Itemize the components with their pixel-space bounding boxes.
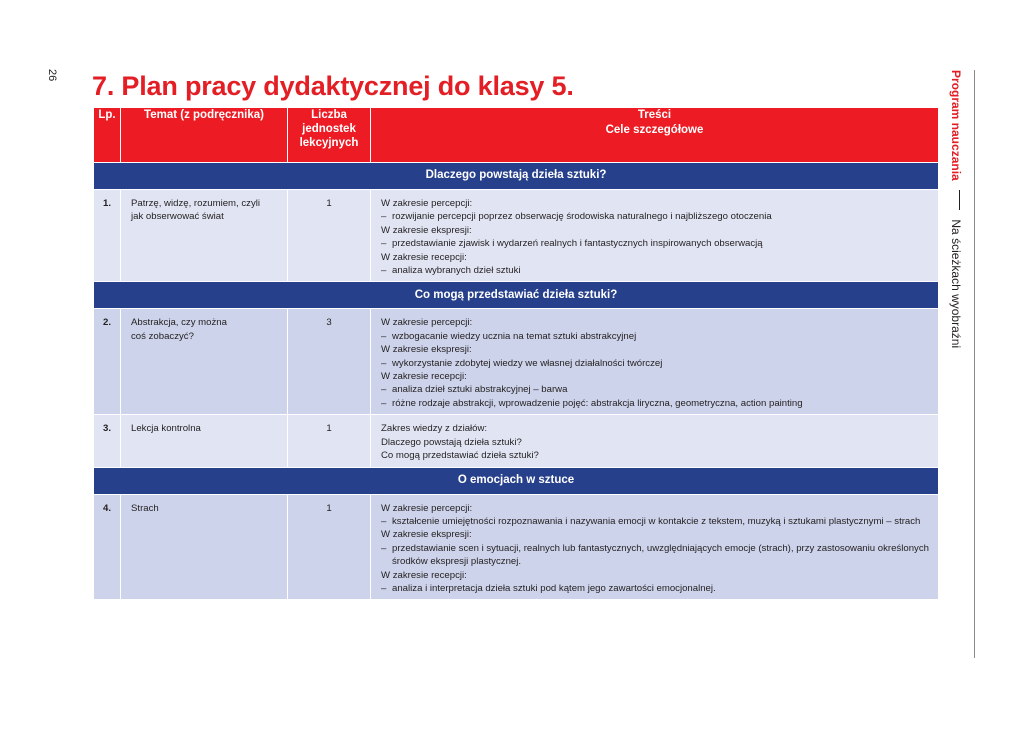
- header-liczba-line: lekcyjnych: [299, 137, 359, 149]
- cell-content: [371, 190, 939, 282]
- cell-units: 1: [288, 415, 371, 467]
- content-line: Dlaczego powstają dzieła sztuki?: [381, 436, 522, 448]
- cell-lp: 2.: [94, 309, 121, 415]
- content-bullet: – wzbogacanie wiedzy ucznia na temat sztuki abstrakcyjnej: [381, 330, 930, 343]
- cell-content: [371, 494, 939, 600]
- cell-units: 1: [288, 494, 371, 600]
- cell-units: 1: [288, 190, 371, 282]
- header-liczba-line: jednostek: [302, 123, 356, 135]
- cell-topic: [121, 309, 288, 415]
- topic-line: Lekcja kontrolna: [131, 423, 201, 435]
- page-number: 26: [46, 69, 58, 82]
- section-row: [94, 282, 939, 309]
- page-title: 7. Plan pracy dydaktycznej do klasy 5.: [92, 71, 574, 101]
- header-temat: Temat (z podręcznika): [121, 108, 288, 163]
- section-row: [94, 163, 939, 190]
- topic-line: Strach: [131, 502, 159, 514]
- side-running-header: [949, 70, 963, 348]
- cell-lp: 4.: [94, 494, 121, 600]
- header-lp: Lp.: [94, 108, 121, 163]
- content-line: Co mogą przedstawiać dzieła sztuki?: [381, 450, 539, 462]
- cell-units: 3: [288, 309, 371, 415]
- content-bullet: – analiza i interpretacja dzieła sztuki pod kątem jego zawartości emocjonalnej.: [381, 582, 930, 595]
- table-row: [94, 494, 939, 600]
- topic-line: Abstrakcja, czy można: [131, 317, 227, 329]
- cell-lp: 1.: [94, 190, 121, 282]
- side-divider: [974, 70, 975, 658]
- content-bullet: – wykorzystanie zdobytej wiedzy we własnej działalności twórczej: [381, 357, 930, 370]
- cell-content: [371, 309, 939, 415]
- header-tresci-line: Treści: [637, 109, 672, 121]
- content-line: W zakresie percepcji:: [381, 198, 473, 209]
- content-bullet: – kształcenie umiejętności rozpoznawania i nazywania emocji w kontakcie z tekstem, muzyką i sztukami plastycznymi – strach: [381, 515, 930, 528]
- section-heading: Dlaczego powstają dzieła sztuki?: [94, 163, 939, 190]
- topic-line: jak obserwować świat: [131, 211, 224, 223]
- header-liczba-line: Liczba: [311, 109, 347, 121]
- content-line: W zakresie ekspresji:: [381, 344, 472, 356]
- content-line: W zakresie percepcji:: [381, 317, 473, 329]
- content-line: W zakresie percepcji:: [381, 502, 473, 514]
- content-line: W zakresie ekspresji:: [381, 224, 472, 236]
- table-row: [94, 309, 939, 415]
- content-bullet: – analiza dzieł sztuki abstrakcyjnej – barwa: [381, 383, 930, 396]
- section-heading: O emocjach w sztuce: [94, 467, 939, 494]
- cell-topic: [121, 415, 288, 467]
- section-heading: Co mogą przedstawiać dzieła sztuki?: [94, 282, 939, 309]
- topic-line: coś zobaczyć?: [131, 330, 194, 342]
- content-bullet: – przedstawianie scen i sytuacji, realnych lub fantastycznych, uwzględniających emocje (strach), przy zastosowaniu określonych środków ekspresji plastycznej.: [381, 542, 930, 569]
- table-header-row: [94, 108, 939, 163]
- cell-topic: [121, 190, 288, 282]
- content-line: W zakresie ekspresji:: [381, 529, 472, 541]
- side-header-subtitle: Na ścieżkach wyobraźni: [949, 219, 963, 349]
- content-line: Zakres wiedzy z działów:: [381, 423, 488, 435]
- content-bullet: – przedstawianie zjawisk i wydarzeń realnych i fantastycznych inspirowanych obserwacją: [381, 237, 930, 250]
- side-header-program: Program nauczania: [949, 70, 963, 181]
- content-bullet: – różne rodzaje abstrakcji, wprowadzenie pojęć: abstrakcja liryczna, geometryczna, action painting: [381, 397, 930, 410]
- cell-lp: 3.: [94, 415, 121, 467]
- side-header-separator: [959, 190, 960, 210]
- content-bullet: – analiza wybranych dzieł sztuki: [381, 264, 930, 277]
- plan-table: [93, 107, 939, 600]
- content-line: W zakresie recepcji:: [381, 371, 467, 383]
- table-row: [94, 415, 939, 467]
- content-bullet: – rozwijanie percepcji poprzez obserwację środowiska naturalnego i najbliższego otoczenia: [381, 210, 930, 223]
- content-line: W zakresie recepcji:: [381, 251, 467, 263]
- content-line: W zakresie recepcji:: [381, 569, 467, 581]
- topic-line: Patrzę, widzę, rozumiem, czyli: [131, 198, 261, 209]
- cell-content: [371, 415, 939, 467]
- section-row: [94, 467, 939, 494]
- cell-topic: [121, 494, 288, 600]
- header-tresci: [371, 108, 939, 163]
- header-liczba: [288, 108, 371, 163]
- table-row: [94, 190, 939, 282]
- header-tresci-line: Cele szczegółowe: [605, 124, 704, 136]
